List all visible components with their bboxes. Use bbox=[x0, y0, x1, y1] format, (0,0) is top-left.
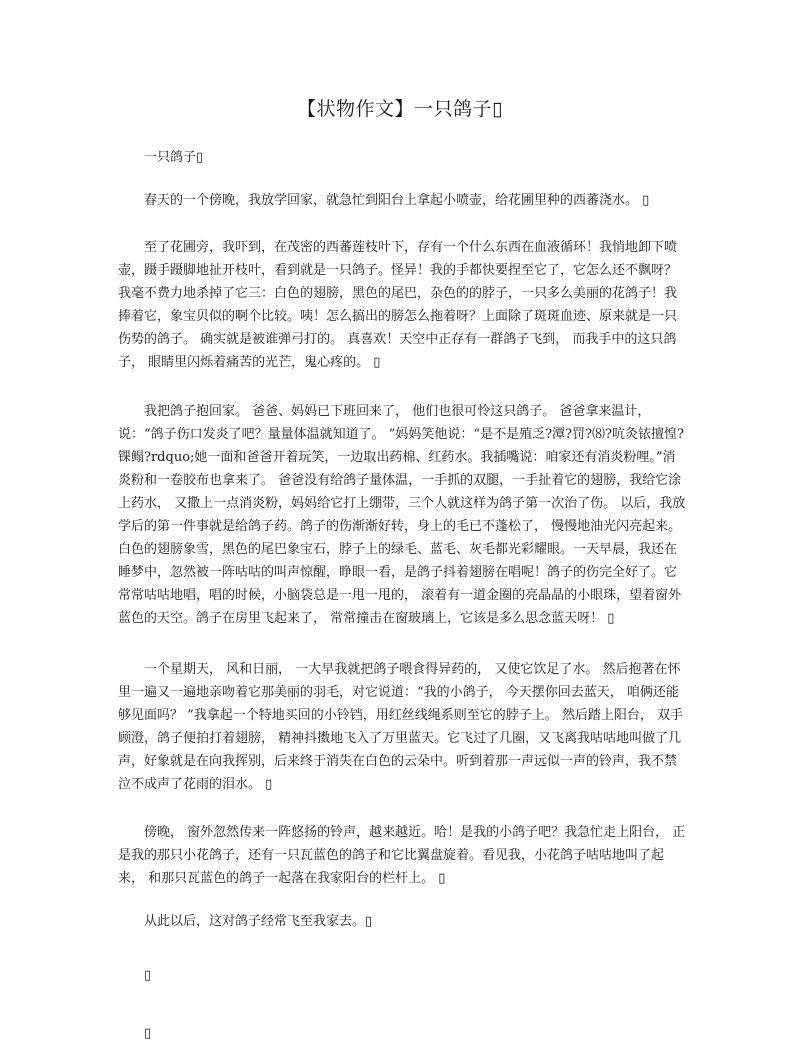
document-body bbox=[118, 146, 688, 1045]
paragraph-empty: ▯ bbox=[144, 1026, 152, 1041]
paragraph: 我把鸽子抱回家。 爸爸、妈妈已下班回来了， 他们也很可怜这只鸽子。 爸爸拿来温计，说：“鸽子伤口发炎了吧？量量体温就知道了。 ”妈妈笑他说：“是不是殖乏?潭?罚?⑻?吭灸铱擅惶?锞鳎?rdquo;她一面和爸爸开着玩笑，一边取出药棉、红药水。我插嘴说：咱家还有消炎粉哩。”消炎粉和一卷胶布也拿来了。 爸爸没有给鸽子量体温，一手抓的双腿，一手扯着它的翅膀，我给它涂上药水， 又撒上一点消炎粉，妈妈给它打上绷带，三个人就这样为鸽子第一次治了伤。 以后，我放学后的第一件事就是给鸽子药。鸽子的伤渐渐好转，身上的毛已不蓬松了， 慢慢地油光闪亮起来。白色的翅膀象雪，黑色的尾巴象宝石，脖子上的绿毛、蓝毛、灰毛都光彩耀眼。一天早晨，我还在睡梦中，忽然被一阵咕咕的叫声惊醒，睁眼一看，是鸽子抖着翅膀在唱呢！鸽子的伤完全好了。它常常咕咕地唱，唱的时候，小脑袋总是一甩一甩的， 滚着有一道金圈的亮晶晶的小眼珠，望着窗外蓝色的天空。鸽子在房里飞起来了， 常常撞击在窗玻璃上，它该是多么思念蓝天呀！ ▯ bbox=[118, 404, 686, 626]
document-title: 【状物作文】一只鸽子▯ bbox=[297, 98, 503, 120]
paragraph-heading: 一只鸽子▯ bbox=[144, 150, 204, 165]
paragraph-empty: ▯ bbox=[144, 968, 152, 983]
paragraph: 傍晚， 窗外忽然传来一阵悠扬的铃声，越来越近。哈！是我的小鸽子吧？我急忙走上阳台， 正是我的那只小花鸽子，还有一只瓦蓝色的鸽子和它比翼盘旋着。看见我，小花鸽子咕咕地叫了起来， 和那只瓦蓝色的鸽子一起落在我家阳台的栏杆上。 ▯ bbox=[118, 825, 686, 886]
paragraph: 至了花圃旁，我吓到，在茂密的西蕃莲枝叶下，存有一个什么东西在血液循环！我悄地卸下喷壶，蹑手蹑脚地扯开枝叶，看到就是一只鸽子。怪异！我的手都快要捏至它了，它怎么还不飘呀？我毫不费力地杀掉了它三：白色的翅膀，黑色的尾巴，杂色的的脖子，一只多么美丽的花鸽子！我捧着它，象宝贝似的啊个比较。咦！怎么搞出的膀怎么拖着呀？上面除了斑斑血迹、原来就是一只伤势的鸽子。 确实就是被谁弹弓打的。 真喜欢！天空中正存有一群鸽子飞到， 而我手中的这只鸽子， 眼睛里闪烁着痛苦的光芒，鬼心疼的。 ▯ bbox=[118, 240, 678, 370]
paragraph: 一个星期天， 风和日丽， 一大早我就把鸽子喂食得异药的， 又使它饮足了水。 然后抱著在怀里一遍又一遍地亲吻着它那美丽的羽毛，对它说道：“我的小鸽子， 今天摆你回去蓝天， 咱俩还能够见面吗？ ”我拿起一个特地买回的小铃铛，用红丝线绳系则至它的脖子上。 然后踏上阳台， 双手顾澄，鸽子便拍打着翅膀， 精神抖擞地飞入了万里蓝天。它飞过了几圈，又飞离我咕咕地叫做了几声，好象就是在向我挥别，后来终于消失在白色的云朵中。听到着那一声远似一声的铃声，我不禁泣不成声了花雨的泪水。 ▯ bbox=[118, 662, 684, 792]
paragraph: 春天的一个傍晚，我放学回家，就急忙到阳台上拿起小喷壶，给花圃里种的西蕃浇水。 ▯ bbox=[144, 193, 650, 208]
paragraph: 从此以后，这对鸽子经常飞至我家去。▯ bbox=[144, 914, 373, 929]
